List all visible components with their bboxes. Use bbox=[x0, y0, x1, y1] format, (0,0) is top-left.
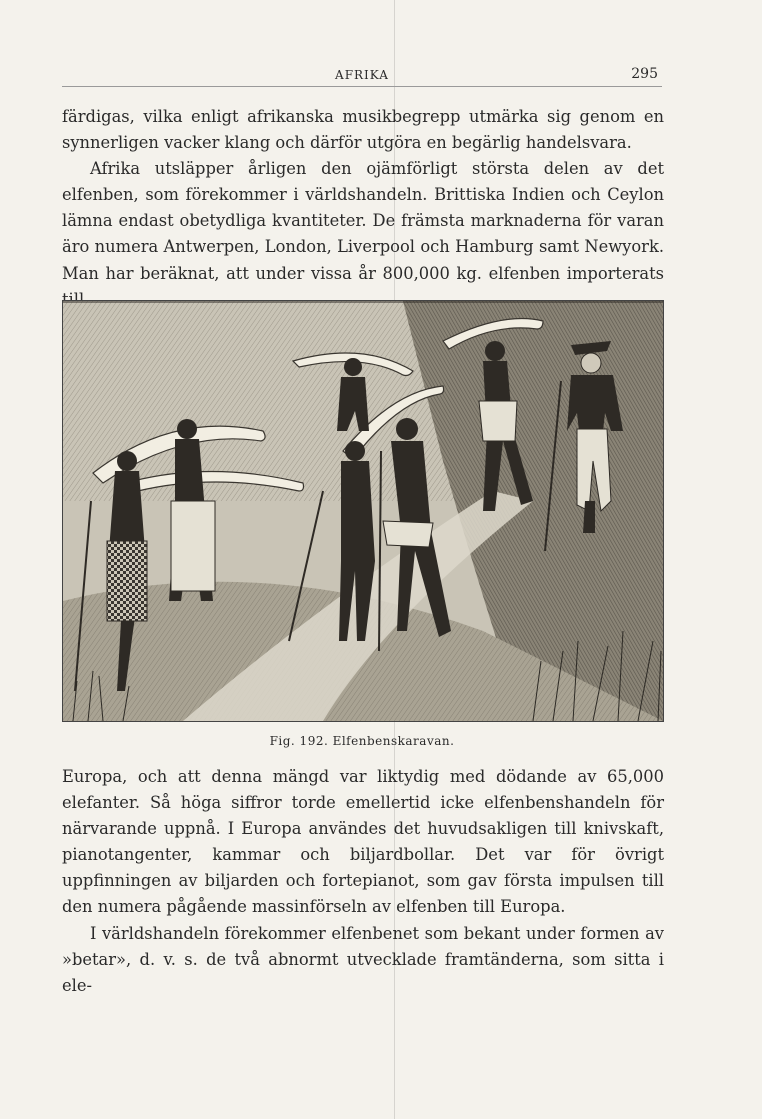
running-title: AFRIKA bbox=[335, 68, 389, 82]
body-text-top bbox=[62, 104, 664, 313]
engraving-ivory-caravan bbox=[62, 300, 664, 722]
page-number: 295 bbox=[631, 66, 658, 82]
paragraph: färdigas, vilka enligt afrikanska musikbegrepp utmärka sig genom en synnerligen vacker klang och därför utgöra en begärlig handelsvara. bbox=[62, 107, 664, 153]
body-text-bottom bbox=[62, 764, 664, 999]
paragraph: Europa, och att denna mängd var liktydig med dödande av 65,000 elefanter. Så höga siffror torde emellertid icke elfenbenshandeln för närvarande uppnå. I Europa användes det huvudsakligen till knivskaft, pianotangenter, kammar och biljardbollar. Det var för övrigt uppfinningen av biljarden och fortepianot, som gav första impulsen till den numera pågående massinförseln av elfenben till Europa. bbox=[62, 767, 664, 917]
paragraph: I världshandeln förekommer elfenbenet som bekant under formen av »betar», d. v. s. de två abnormt utvecklade framtänderna, som sitta i ele- bbox=[62, 923, 664, 995]
running-header bbox=[62, 66, 662, 87]
figure-caption: Fig. 192. Elfenbenskaravan. bbox=[269, 734, 455, 748]
paragraph: Afrika utsläpper årligen den ojämförligt största delen av det elfenben, som förekommer i världshandeln. Brittiska Indien och Ceylon lämna endast obetydliga kvantiteter. De främsta marknaderna för varan äro numera Antwerpen, London, Liverpool och Hamburg samt Newyork. Man har beräknat, att under vissa år 800,000 kg. elfenben importerats bbox=[62, 159, 664, 283]
engraving-illustration bbox=[63, 301, 663, 721]
